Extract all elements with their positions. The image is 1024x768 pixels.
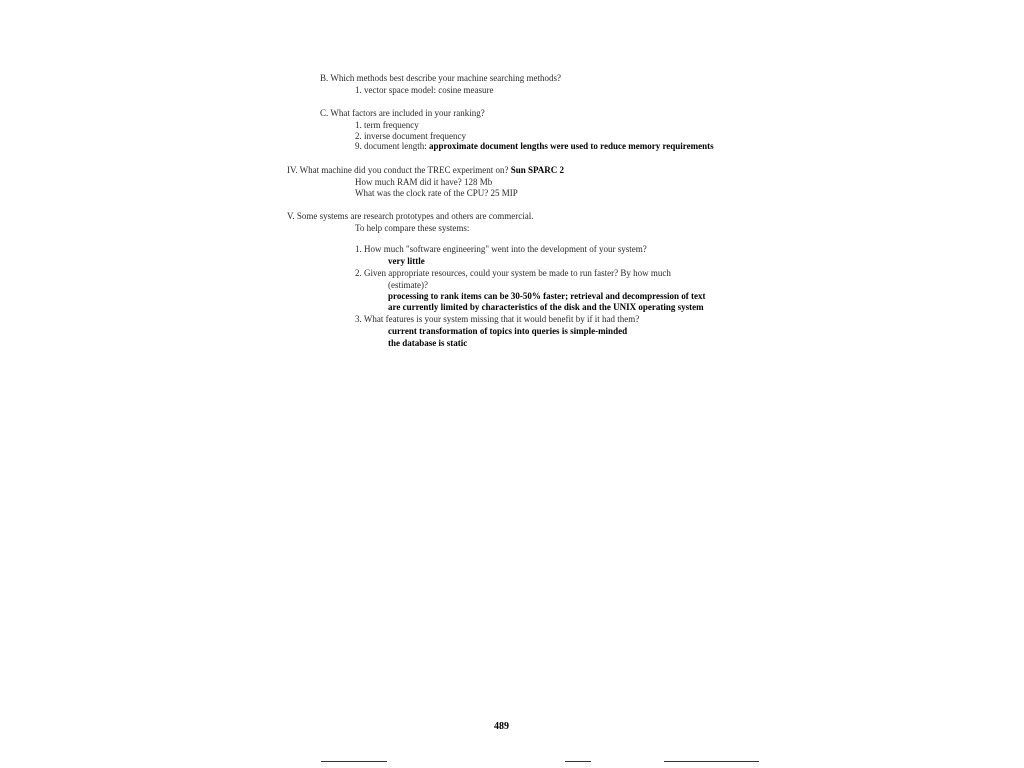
answer-v-1: very little bbox=[388, 256, 425, 266]
page-number: 489 bbox=[494, 721, 509, 732]
question-v-2-line-1: 2. Given appropriate resources, could your system be made to run faster? By how much bbox=[355, 268, 671, 278]
bottom-rule-middle bbox=[565, 761, 591, 762]
bottom-rule-right bbox=[664, 761, 759, 762]
question-b: B. Which methods best describe your machine searching methods? bbox=[320, 73, 562, 83]
clock-answer: 25 MIP bbox=[490, 188, 518, 198]
answer-b-1: 1. vector space model: cosine measure bbox=[355, 85, 494, 95]
answer-v-2-line-1: processing to rank items can be 30-50% faster; retrieval and decompression of text bbox=[388, 291, 706, 301]
bottom-rule-left bbox=[321, 761, 387, 762]
question-v-2-line-2: (estimate)? bbox=[388, 280, 428, 290]
question-iv-text: IV. What machine did you conduct the TREC experiment on? bbox=[287, 165, 509, 175]
clock-line bbox=[355, 188, 518, 199]
question-iv-answer: Sun SPARC 2 bbox=[510, 165, 565, 175]
question-c: C. What factors are included in your ranking? bbox=[320, 108, 485, 118]
question-v-3: 3. What features is your system missing that it would benefit by if it had them? bbox=[355, 314, 640, 324]
clock-question: What was the clock rate of the CPU? bbox=[355, 188, 489, 198]
answer-v-3-line-1: current transformation of topics into queries is simple-minded bbox=[388, 326, 628, 336]
ranking-factor-9-label: 9. document length: bbox=[355, 141, 427, 151]
question-v-1: 1. How much "software engineering" went into the development of your system? bbox=[355, 244, 647, 254]
section-v-intro-2: To help compare these systems: bbox=[355, 223, 470, 233]
question-iv bbox=[287, 165, 564, 176]
answer-v-2-line-2: are currently limited by characteristics of the disk and the UNIX operating system bbox=[388, 302, 704, 312]
ranking-factor-9-answer: approximate document lengths were used to reduce memory requirements bbox=[429, 141, 714, 151]
ram-question: How much RAM did it have? bbox=[355, 177, 462, 187]
answer-v-3-line-2: the database is static bbox=[388, 338, 468, 348]
ranking-factor-9 bbox=[355, 141, 714, 152]
ranking-factor-1: 1. term frequency bbox=[355, 120, 419, 130]
ram-line bbox=[355, 177, 492, 188]
ram-answer: 128 Mb bbox=[463, 177, 493, 187]
section-v-intro: V. Some systems are research prototypes and others are commercial. bbox=[287, 211, 534, 221]
ranking-factor-2: 2. inverse document frequency bbox=[355, 131, 466, 141]
